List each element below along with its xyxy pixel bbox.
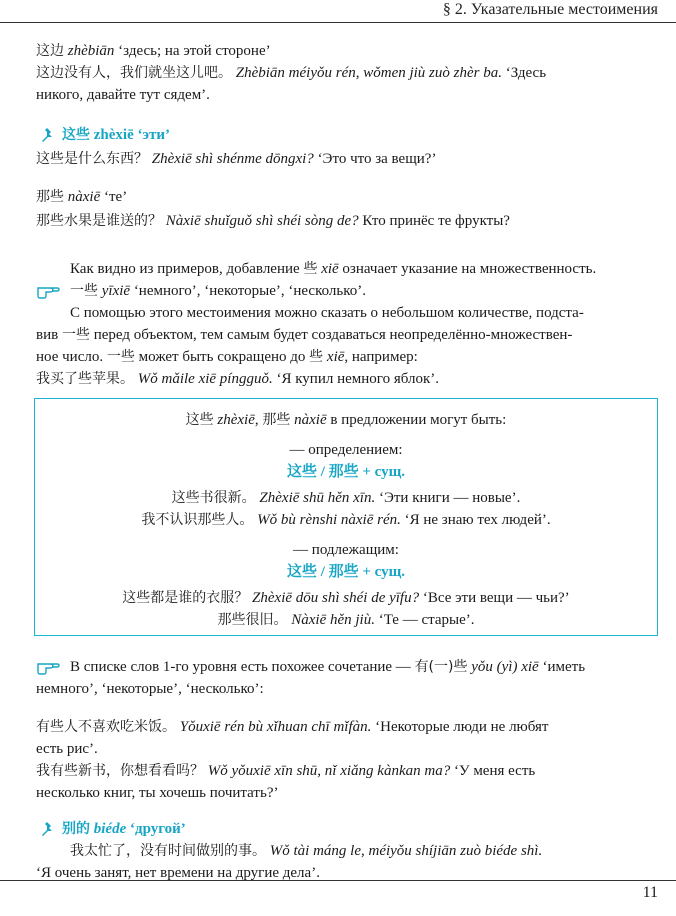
text: перед объектом, тем самым будет создаваться неопределённо-множествен- [89, 327, 573, 343]
grammar-box [34, 398, 658, 636]
box-example-old [35, 609, 657, 631]
box-attribute-label: — определением: [289, 442, 403, 458]
translation: ‘У меня есть [450, 763, 536, 779]
pinyin: biéde [90, 821, 127, 837]
paragraph-yixie-line3 [36, 346, 656, 368]
hanzi: 这边没有人，我们就坐这儿吧。 [36, 65, 232, 81]
footer-rule [0, 880, 676, 881]
hanzi: 我不认识那些人。 [141, 512, 254, 528]
hanzi: 一些 [61, 327, 90, 343]
translation: Кто принёс те фрукты? [358, 213, 510, 229]
hanzi: 我有些新书，你想看看吗？ [36, 763, 204, 779]
hanzi: 别的 [62, 821, 90, 837]
translation: ‘те’ [100, 189, 128, 205]
box-example-books [35, 487, 657, 509]
text: может быть сокращено до [134, 349, 310, 365]
hanzi: 有些人不喜欢吃米饭。 [36, 719, 176, 735]
hanzi: 这些是什么东西？ [36, 151, 148, 167]
hanzi: 这边 [36, 43, 64, 59]
translation: никого, давайте тут сядем’. [36, 87, 210, 103]
box-subject-label: — подлежащим: [293, 542, 399, 558]
pushpin-icon [38, 821, 56, 839]
hanzi: 一些 [70, 283, 98, 299]
translation: ‘Я купил немного яблок’. [272, 371, 440, 387]
hanzi: 我太忙了，没有时间做别的事。 [70, 843, 266, 859]
paragraph-yixie-line2 [36, 324, 656, 346]
example-rice [36, 716, 656, 738]
pinyin: Nàxiē hěn jiù. [287, 612, 375, 628]
pinyin: xiē [317, 261, 339, 277]
paragraph-yixie-line1 [70, 302, 656, 324]
hanzi: 有(一)些 [414, 659, 468, 675]
pinyin: nàxiē [290, 412, 327, 428]
hanzi: 这些 [185, 412, 214, 428]
example-naxie-sentence [36, 210, 656, 232]
example-naxie-word [36, 186, 656, 208]
hanzi: 些 [309, 349, 324, 365]
example-zhebian-sentence [36, 62, 656, 84]
text: В списке слов 1-го уровня есть похожее сочетание — [70, 659, 415, 675]
translation: ‘Некоторые люди не любят [371, 719, 549, 735]
header-title: § 2. Указательные местоимения [442, 1, 658, 18]
example-rice-cont [36, 738, 656, 760]
translation: ‘Здесь [501, 65, 547, 81]
paragraph-youxie-line2 [36, 678, 656, 700]
example-zhebian-sentence-cont [36, 84, 656, 106]
hanzi: 我买了些苹果。 [36, 371, 134, 387]
heading-zhexie [62, 124, 656, 146]
heading-biede [62, 818, 656, 840]
page-header [0, 0, 676, 24]
text: в предложении могут быть: [326, 412, 507, 428]
hanzi: 这些 [62, 127, 90, 143]
paragraph-plural [70, 258, 656, 280]
translation: ‘другой’ [126, 821, 186, 837]
hanzi: 这些都是谁的衣服？ [122, 590, 249, 606]
hanzi: 那些 [36, 189, 64, 205]
translation: несколько книг, ты хочешь почитать?’ [36, 785, 279, 801]
page-number: 11 [642, 884, 658, 901]
hanzi: 那些很旧。 [217, 612, 288, 628]
pinyin: zhèxiē [213, 412, 255, 428]
text: , [254, 412, 263, 428]
pointing-hand-icon [36, 657, 60, 675]
box-pattern-subject: 这些 / 那些 + сущ. [286, 564, 406, 580]
pinyin: zhèbiān [64, 43, 115, 59]
pinyin: nàxiē [64, 189, 101, 205]
translation: ‘Те — старые’. [374, 612, 475, 628]
pinyin: Wǒ bù rènshi nàxiē rén. [253, 512, 401, 528]
pinyin: Zhèxiē shì shénme dōngxi? [148, 151, 314, 167]
pinyin: Zhèxiē dōu shì shéi de yīfu? [248, 590, 420, 606]
pinyin: yǒu (yì) xiē [467, 659, 539, 675]
pinyin: Zhèbiān méiyǒu rén, wǒmen jiù zuò zhèr ba. [232, 65, 502, 81]
translation: ‘Все эти вещи — чьи?’ [419, 590, 570, 606]
example-newbooks [36, 760, 656, 782]
translation: ‘Я не знаю тех людей’. [400, 512, 551, 528]
pinyin: yīxiē [98, 283, 131, 299]
pinyin: xiē [323, 349, 345, 365]
pinyin: Zhèxiē shū hěn xīn. [255, 490, 376, 506]
pointing-hand-icon [36, 281, 60, 299]
example-apples [36, 368, 656, 390]
pinyin: Wǒ mǎile xiē píngguǒ. [134, 371, 273, 387]
pinyin: Nàxiē shuǐguǒ shì shéi sòng de? [162, 213, 359, 229]
pinyin: Wǒ yǒuxiē xīn shū, nǐ xiǎng kànkan ma? [204, 763, 451, 779]
text: Как видно из примеров, добавление [70, 261, 304, 277]
translation: есть рис’. [36, 741, 98, 757]
pinyin: Yǒuxiē rén bù xǐhuan chī mǐfàn. [176, 719, 372, 735]
translation: ‘здесь; на этой стороне’ [114, 43, 271, 59]
text: ‘иметь [538, 659, 586, 675]
translation: ‘эти’ [133, 127, 170, 143]
box-example-clothes [35, 587, 657, 609]
pinyin: zhèxiē [90, 127, 134, 143]
text: С помощью этого местоимения можно сказать о небольшом количестве, подста- [70, 305, 584, 321]
box-example-people [35, 509, 657, 531]
pushpin-icon [38, 127, 56, 145]
text: немного’, ‘некоторые’, ‘несколько’: [36, 681, 264, 697]
hanzi: 这些书很新。 [171, 490, 256, 506]
hanzi: 些 [303, 261, 318, 277]
header-rule [0, 22, 676, 23]
pinyin: Wǒ tài máng le, méiyǒu shíjiān zuò biéde shì. [266, 843, 543, 859]
translation: ‘Эти книги — новые’. [375, 490, 521, 506]
text: означает указание на множественность. [338, 261, 597, 277]
example-newbooks-cont [36, 782, 656, 804]
box-intro [35, 409, 657, 431]
text: ‘немного’, ‘некоторые’, ‘несколько’. [130, 283, 367, 299]
text: вив [36, 327, 62, 343]
text: , например: [344, 349, 418, 365]
hanzi: 那些水果是谁送的？ [36, 213, 162, 229]
text: ное число. [36, 349, 107, 365]
example-busy [70, 840, 656, 862]
hanzi: 那些 [262, 412, 291, 428]
yixie-definition [70, 280, 656, 302]
example-zhebian-word [36, 40, 656, 62]
box-pattern-attribute: 这些 / 那些 + сущ. [286, 464, 406, 480]
translation: ‘Это что за вещи?’ [313, 151, 437, 167]
paragraph-youxie-line1 [70, 656, 656, 678]
hanzi: 一些 [106, 349, 135, 365]
translation: ‘Я очень занят, нет времени на другие дела’. [36, 865, 320, 881]
example-zhexie-sentence [36, 148, 656, 170]
